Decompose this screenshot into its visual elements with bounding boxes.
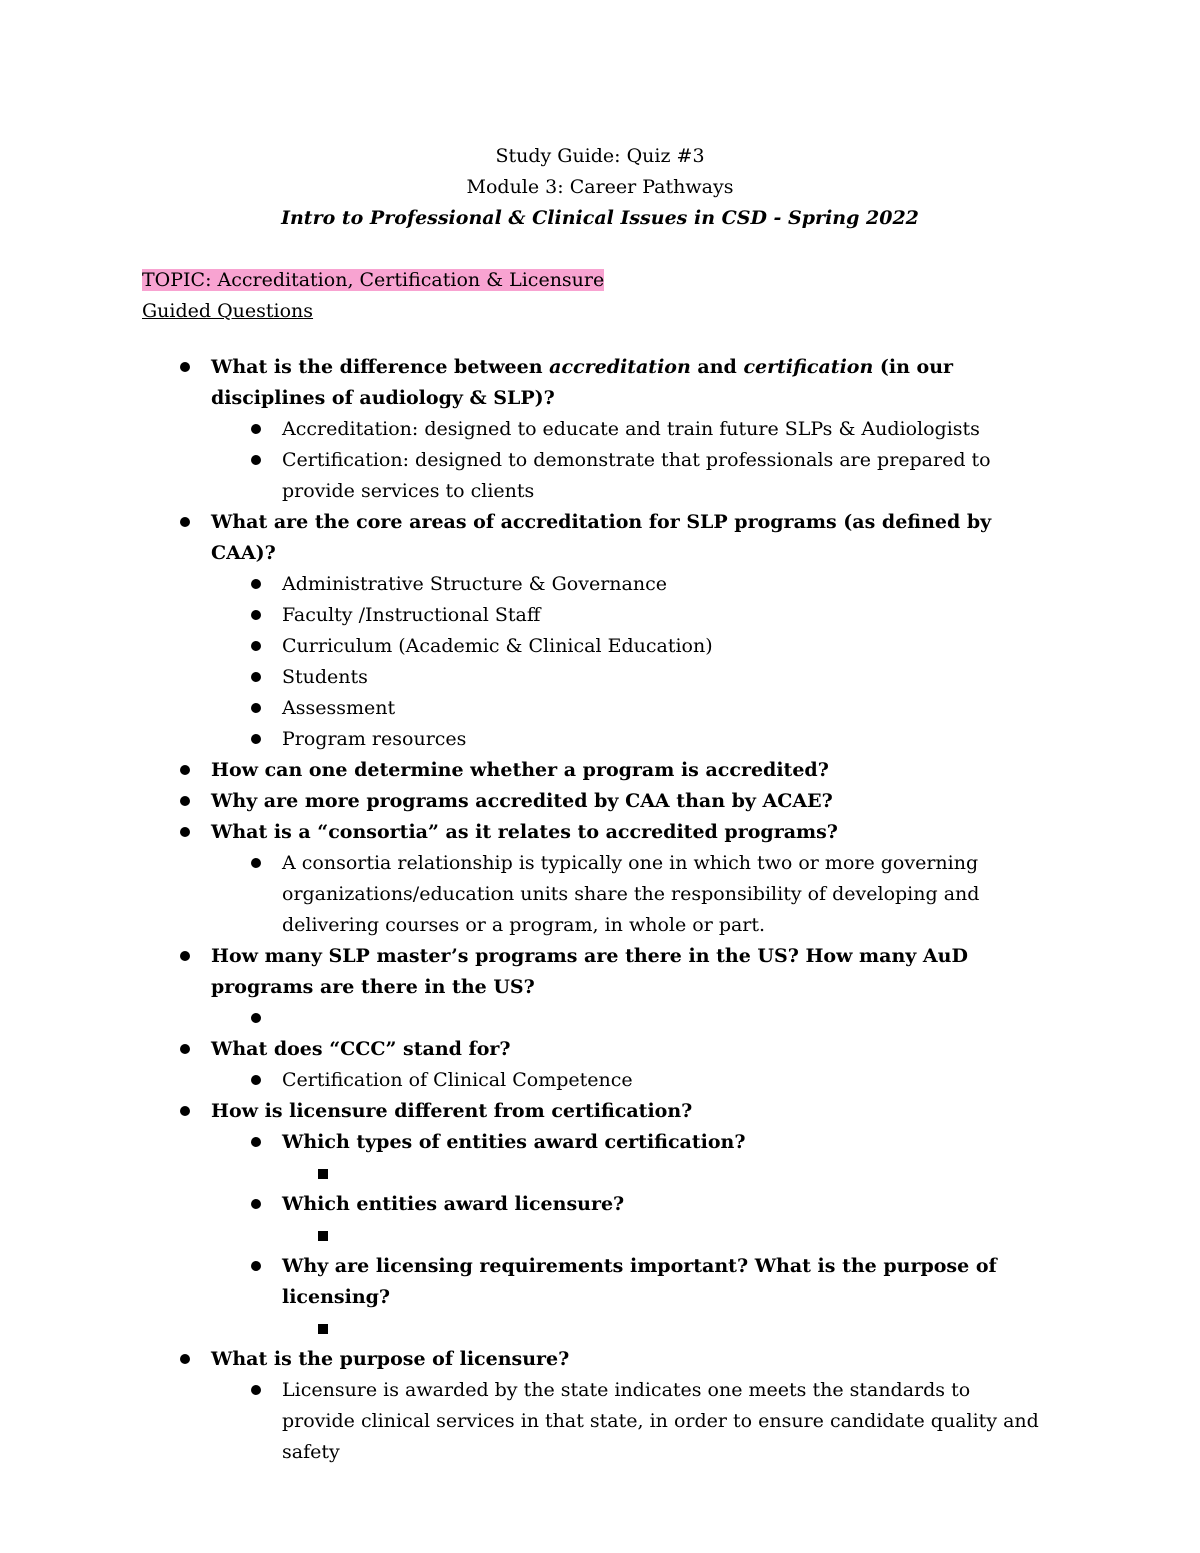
- bullet-square-icon: [318, 1231, 328, 1241]
- course-subtitle: Intro to Professional & Clinical Issues in CSD - Spring 2022: [281, 207, 919, 229]
- bullet-dot-icon: [180, 517, 190, 527]
- document-title: Study Guide: Quiz #3: [495, 145, 705, 167]
- question-item: [0, 352, 1061, 414]
- question-text: What are the core areas of accreditation for SLP programs (as defined by CAA)?: [211, 511, 992, 564]
- question-text: Why are more programs accredited by CAA than by ACAE?: [211, 790, 833, 812]
- bullet-dot-icon: [251, 610, 261, 620]
- bullet-square-icon: [318, 1324, 328, 1334]
- bullet-dot-icon: [251, 1013, 261, 1023]
- bullet-dot-icon: [180, 362, 190, 372]
- bullet-dot-icon: [180, 1044, 190, 1054]
- answer-item: [0, 693, 1042, 724]
- subquestion-text: Why are licensing requirements important? What is the purpose of licensing?: [282, 1255, 997, 1308]
- question-text: How can one determine whether a program is accredited?: [211, 759, 829, 781]
- question-text: What is the difference between: [211, 356, 550, 378]
- answer-item: [0, 1375, 1042, 1468]
- bullet-dot-icon: [251, 734, 261, 744]
- answer-item: [0, 569, 1042, 600]
- bullet-dot-icon: [251, 579, 261, 589]
- bullet-dot-icon: [251, 641, 261, 651]
- answer-text: Faculty /Instructional Staff: [282, 604, 541, 626]
- bullet-dot-icon: [180, 827, 190, 837]
- bullet-dot-icon: [180, 765, 190, 775]
- bullet-dot-icon: [180, 1106, 190, 1116]
- question-item: [0, 1034, 1061, 1065]
- answer-text: Curriculum (Academic & Clinical Education): [282, 635, 713, 657]
- bullet-dot-icon: [251, 703, 261, 713]
- answer-item: [0, 600, 1042, 631]
- bullet-dot-icon: [180, 951, 190, 961]
- answer-text: Program resources: [282, 728, 467, 750]
- answer-text: Accreditation: designed to educate and train future SLPs & Audiologists: [282, 418, 980, 440]
- subquestion-text: Which entities award licensure?: [282, 1193, 625, 1215]
- bullet-dot-icon: [180, 1354, 190, 1364]
- question-item: [0, 817, 1061, 848]
- question-text: (in our disciplines of audiology & SLP)?: [211, 356, 954, 409]
- bullet-dot-icon: [251, 1137, 261, 1147]
- bullet-dot-icon: [180, 796, 190, 806]
- question-text: and: [690, 356, 744, 378]
- empty-answer-item: [0, 1003, 1042, 1034]
- answer-item: [0, 724, 1042, 755]
- answer-item: [0, 848, 1042, 941]
- bullet-dot-icon: [251, 1385, 261, 1395]
- bullet-dot-icon: [251, 1075, 261, 1085]
- question-text: How many SLP master’s programs are there in the US? How many AuD programs are there in the US?: [211, 945, 968, 998]
- question-text: How is licensure different from certification?: [211, 1100, 693, 1122]
- bullet-square-icon: [318, 1169, 328, 1179]
- guided-questions-heading: Guided Questions: [142, 300, 314, 322]
- question-item: [0, 1096, 1061, 1127]
- answer-item: [0, 631, 1042, 662]
- question-item: [0, 755, 1061, 786]
- empty-answer-item: [0, 1158, 1200, 1189]
- answer-text: Licensure is awarded by the state indicates one meets the standards to provide clinical services in that state, in order to ensure candidate quality and safety: [282, 1379, 1039, 1463]
- subquestion-item: [0, 1189, 1042, 1220]
- bullet-dot-icon: [251, 1261, 261, 1271]
- answer-item: [0, 1065, 1042, 1096]
- empty-answer-item: [0, 1220, 1200, 1251]
- emphasis-text: accreditation: [549, 356, 691, 378]
- answer-text: Certification: designed to demonstrate that professionals are prepared to provide services to clients: [282, 449, 991, 502]
- module-title: Module 3: Career Pathways: [466, 176, 734, 198]
- answer-item: [0, 445, 1042, 507]
- topic-heading: [142, 265, 604, 296]
- answer-text: Certification of Clinical Competence: [282, 1069, 633, 1091]
- answer-text: Students: [282, 666, 368, 688]
- subquestion-item: [0, 1127, 1042, 1158]
- question-item: [0, 507, 1061, 569]
- bullet-dot-icon: [251, 424, 261, 434]
- topic-label: TOPIC: Accreditation, Certification & Licensure: [142, 269, 605, 291]
- question-text: What does “CCC” stand for?: [211, 1038, 511, 1060]
- question-list: [0, 352, 1200, 1468]
- answer-item: [0, 414, 1042, 445]
- answer-item: [0, 662, 1042, 693]
- question-item: [0, 1344, 1061, 1375]
- bullet-dot-icon: [251, 858, 261, 868]
- answer-text: Administrative Structure & Governance: [282, 573, 667, 595]
- answer-text: Assessment: [282, 697, 396, 719]
- bullet-dot-icon: [251, 455, 261, 465]
- question-text: What is the purpose of licensure?: [211, 1348, 570, 1370]
- question-item: [0, 786, 1061, 817]
- subquestion-item: [0, 1251, 1042, 1313]
- answer-text: A consortia relationship is typically one in which two or more governing organizations/education units share the responsibility of developing and delivering courses or a program, in whole or part.: [282, 852, 980, 936]
- empty-answer-item: [0, 1313, 1200, 1344]
- empty-answer: [282, 1007, 288, 1029]
- emphasis-text: certification: [743, 356, 874, 378]
- document-header: [0, 141, 1200, 234]
- question-text: What is a “consortia” as it relates to accredited programs?: [211, 821, 838, 843]
- subquestion-text: Which types of entities award certification?: [282, 1131, 746, 1153]
- bullet-dot-icon: [251, 1199, 261, 1209]
- bullet-dot-icon: [251, 672, 261, 682]
- question-item: [0, 941, 1061, 1003]
